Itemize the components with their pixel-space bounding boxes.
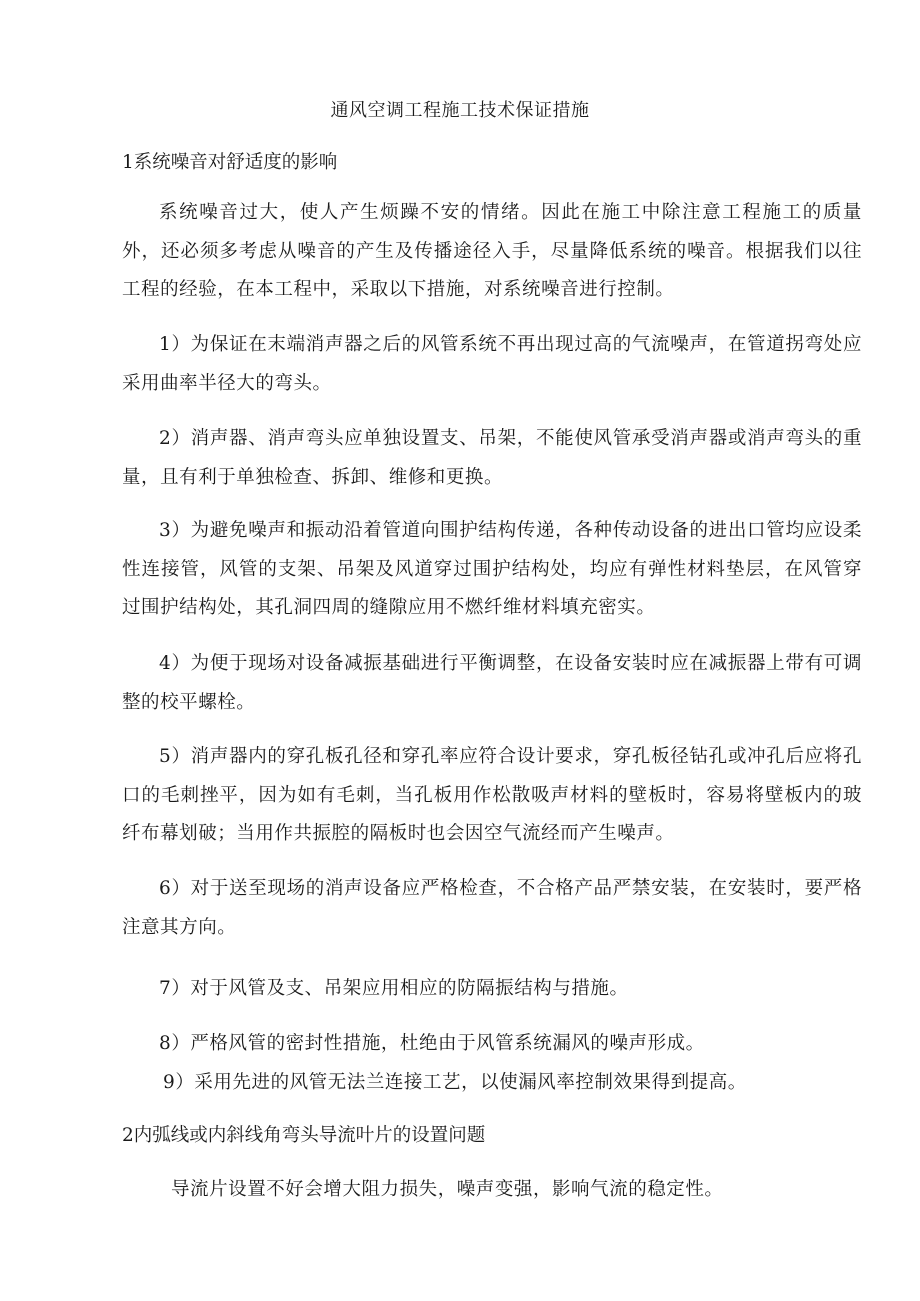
section-1-intro: 系统噪音过大，使人产生烦躁不安的情绪。因此在施工中除注意工程施工的质量外，还必须多考虑从噪音的产生及传播途径入手，尽量降低系统的噪音。根据我们以往工程的经验，在本工程中，采取以下措施，对系统噪音进行控制。 [122,202,862,300]
measure-item-6: 6）对于送至现场的消声设备应严格检查，不合格产品严禁安装，在安装时，要严格注意其方向。 [122,878,862,938]
measure-item-8: 8）严格风管的密封性措施，杜绝由于风管系统漏风的噪声形成。 [159,1033,705,1054]
measure-item-2: 2）消声器、消声弯头应单独设置支、吊架，不能使风管承受消声器或消声弯头的重量，且有利于单独检查、拆卸、维修和更换。 [122,428,862,488]
measure-item-7: 7）对于风管及支、吊架应用相应的防隔振结构与措施。 [159,978,629,999]
measure-item-9: 9）采用先进的风管无法兰连接工艺，以使漏风率控制效果得到提高。 [163,1072,747,1093]
section-1-heading: 1系统噪音对舒适度的影响 [122,152,338,173]
document-title: 通风空调工程施工技术保证措施 [330,100,590,121]
section-2-intro: 导流片设置不好会增大阻力损失，噪声变强，影响气流的稳定性。 [171,1179,724,1200]
measure-item-5: 5）消声器内的穿孔板孔径和穿孔率应符合设计要求，穿孔板径钻孔或冲孔后应将孔口的毛刺挫平，因为如有毛刺，当孔板用作松散吸声材料的壁板时，容易将壁板内的玻纤布幕划破；当用作共振腔的隔板时也会因空气流经而产生噪声。 [122,746,862,844]
measure-item-4: 4）为便于现场对设备减振基础进行平衡调整，在设备安装时应在减振器上带有可调整的校平螺栓。 [122,653,862,713]
measure-item-3: 3）为避免噪声和振动沿着管道向围护结构传递，各种传动设备的进出口管均应设柔性连接管，风管的支架、吊架及风道穿过围护结构处，均应有弹性材料垫层，在风管穿过围护结构处，其孔洞四周的缝隙应用不燃纤维材料填充密实。 [122,520,862,618]
section-2-heading: 2内弧线或内斜线角弯头导流叶片的设置问题 [122,1125,486,1146]
measure-item-1: 1）为保证在末端消声器之后的风管系统不再出现过高的气流噪声，在管道拐弯处应采用曲率半径大的弯头。 [122,334,862,394]
